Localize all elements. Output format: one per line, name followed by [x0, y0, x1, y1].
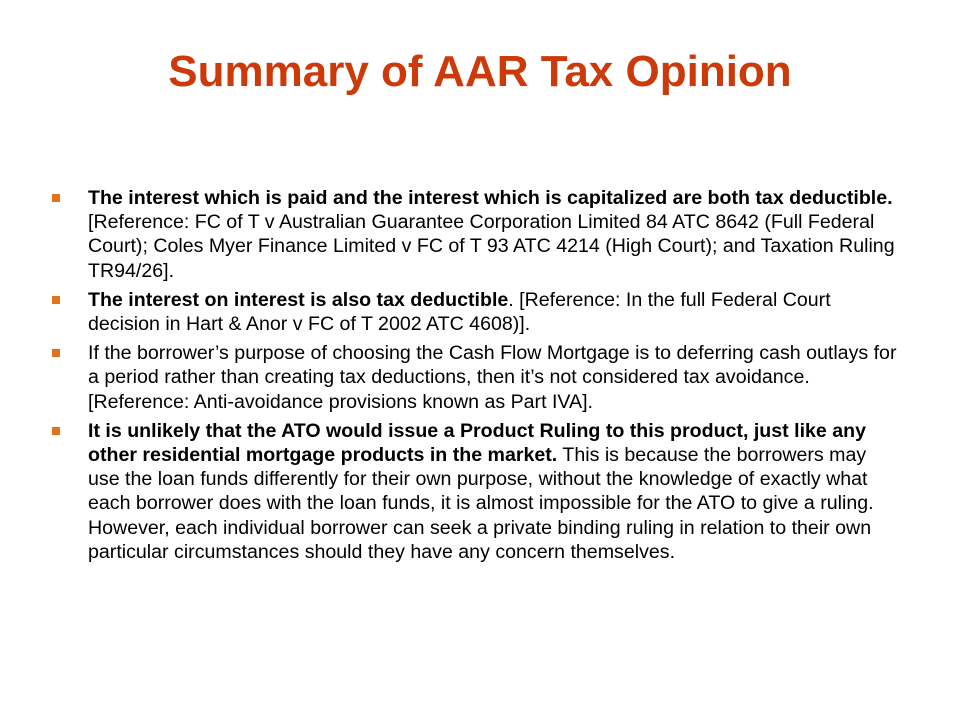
- bullet-item-1: [52, 186, 902, 283]
- bullet-list: [52, 186, 902, 569]
- bullet-2-text: . [Reference: In the full Federal Court decision in Hart & Anor v FC of T 2002 ATC 4608)].: [88, 288, 831, 336]
- square-bullet-icon: [52, 349, 60, 357]
- bullet-4-bold-text: It is unlikely that the ATO would issue a Product Ruling to this product, just like any other residential mortgage products in the market.: [88, 419, 867, 467]
- bullet-1-text: [Reference: FC of T v Australian Guarantee Corporation Limited 84 ATC 8642 (Full Federal Court); Coles Myer Finance Limited v FC of T 93 ATC 4214 (High Court); and Taxation Ruling TR94/26].: [88, 211, 895, 282]
- bullet-3-text: If the borrower’s purpose of choosing the Cash Flow Mortgage is to deferring cash outlays for a period rather than creating tax deductions, then it’s not considered tax avoidance. [Reference: Anti-avoidance provisions known as Part IVA].: [88, 342, 897, 413]
- bullet-4-text: This is because the borrowers may use the loan funds differently for their own purpose, without the knowledge of exactly what each borrower does with the loan funds, it is almost impossible for the ATO to give a ruling. However, each individual borrower can seek a private binding ruling in relation to their own particular circumstances should they have any concern themselves.: [88, 444, 874, 563]
- slide-title: Summary of AAR Tax Opinion: [168, 47, 792, 96]
- bullet-1-bold-text: The interest which is paid and the interest which is capitalized are both tax deductible.: [88, 187, 893, 209]
- bullet-2-bold-text: The interest on interest is also tax deductible: [88, 288, 509, 311]
- square-bullet-icon: [52, 296, 60, 304]
- square-bullet-icon: [52, 427, 60, 435]
- bullet-item-3: [52, 341, 902, 414]
- bullet-item-2: [52, 288, 902, 336]
- bullet-item-4: [52, 419, 902, 564]
- square-bullet-icon: [52, 194, 60, 202]
